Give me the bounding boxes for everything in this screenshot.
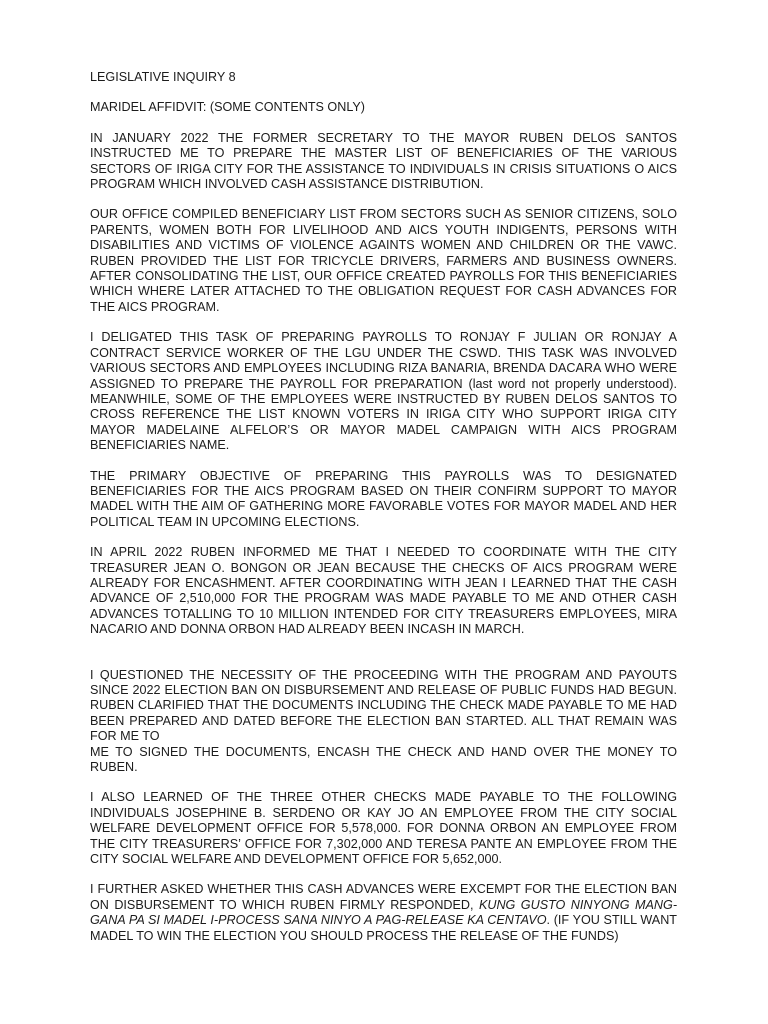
quoted-response: KUNG GUSTO NINYONG MANG-GANA PA SI MADEL I-PROCESS SANA NINYO A PAG-RELEASE KA CENTAVO (90, 897, 678, 928)
paragraph-1: IN JANUARY 2022 THE FORMER SECRETARY TO THE MAYOR RUBEN DELOS SANTOS INSTRUCTED ME TO PREPARE THE MASTER LIST OF BENEFICIARIES OF THE VARIOUS SECTORS OF IRIGA CITY FOR THE ASSISTANCE TO INDIVIDUALS IN CRISIS SITUATIONS O AICS PROGRAM WHICH INVOLVED CASH ASSISTANCE DISTRIBUTION. (90, 130, 677, 192)
document-heading: LEGISLATIVE INQUIRY 8 (90, 70, 236, 84)
paragraph-3: I DELIGATED THIS TASK OF PREPARING PAYROLLS TO RONJAY F JULIAN OR RONJAY A CONTRACT SERVICE WORKER OF THE LGU UNDER THE CSWD. THIS TASK WAS INVOLVED VARIOUS SECTORS AND EMPLOYEES INCLUDING RIZA BANARIA, BRENDA DACARA WHO WERE ASSIGNED TO PREPARE THE PAYROLL FOR PREPARATION (last word not properly understood). MEANWHILE, SOME OF THE EMPLOYEES WERE INSTRUCTED BY RUBEN DELOS SANTOS TO CROSS REFERENCE THE LIST KNOWN VOTERS IN IRIGA CITY WHO SUPPORT IRIGA CITY MAYOR MADELAINE ALFELOR’S OR MAYOR MADEL CAMPAIGN WITH AICS PROGRAM BENEFICIARIES NAME. (90, 330, 677, 453)
paragraph-7: I ALSO LEARNED OF THE THREE OTHER CHECKS MADE PAYABLE TO THE FOLLOWING INDIVIDUALS JOSEPHINE B. SERDENO OR KAY JO AN EMPLOYEE FROM THE CITY SOCIAL WELFARE DEVELOPMENT OFFICE FOR 5,578,000. FOR DONNA ORBON AN EMPLOYEE FROM THE CITY TREASURERS’ OFFICE FOR 7,302,000 AND TERESA PANTE AN EMPLOYEE FROM THE CITY SOCIAL WELFARE AND DEVELOPMENT OFFICE FOR 5,652,000. (90, 790, 677, 867)
translation-text: . (IF YOU STILL WANT MADEL TO WIN THE ELECTION YOU SHOULD PROCESS THE RELEASE OF THE FUNDS) (90, 913, 677, 943)
paragraph-8-text: I FURTHER ASKED WHETHER THIS CASH ADVANCES WERE EXCEMPT FOR THE ELECTION BAN ON DISBURSEMENT TO WHICH RUBEN FIRMLY RESPONDED, (90, 882, 677, 912)
document-subheading: MARIDEL AFFIDVIT: (SOME CONTENTS ONLY) (90, 100, 365, 115)
affidavit-document (90, 70, 677, 944)
paragraph-5: IN APRIL 2022 RUBEN INFORMED ME THAT I NEEDED TO COORDINATE WITH THE CITY TREASURER JEAN O. BONGON OR JEAN BECAUSE THE CHECKS OF AICS PROGRAM WERE ALREADY FOR ENCASHMENT. AFTER COORDINATING WITH JEAN I LEARNED THAT THE CASH ADVANCE OF 2,510,000 FOR THE PROGRAM WAS MADE PAYABLE TO ME AND OTHER CASH ADVANCES TOTALLING TO 10 MILLION INTENDED FOR CITY TREASURERS EMPLOYEES, MIRA NACARIO AND DONNA ORBON HAD ALREADY BEEN INCASH IN MARCH. (90, 545, 677, 637)
paragraph-4: THE PRIMARY OBJECTIVE OF PREPARING THIS PAYROLLS WAS TO DESIGNATED BENEFICIARIES FOR THE AICS PROGRAM BASED ON THEIR CONFIRM SUPPORT TO MAYOR MADEL WITH THE AIM OF GATHERING MORE FAVORABLE VOTES FOR MAYOR MADEL AND HER POLITICAL TEAM IN UPCOMING ELECTIONS. (90, 468, 677, 529)
paragraph-6: I QUESTIONED THE NECESSITY OF THE PROCEEDING WITH THE PROGRAM AND PAYOUTS SINCE 2022 ELECTION BAN ON DISBURSEMENT AND RELEASE OF PUBLIC FUNDS HAD BEGUN. RUBEN CLARIFIED THAT THE DOCUMENTS INCLUDING THE CHECK MADE PAYABLE TO ME HAD BEEN PREPARED AND DATED BEFORE THE ELECTION BAN STARTED. ALL THAT REMAIN WAS FOR ME TO (90, 667, 677, 744)
paragraph-2: OUR OFFICE COMPILED BENEFICIARY LIST FROM SECTORS SUCH AS SENIOR CITIZENS, SOLO PARENTS, WOMEN BOTH FOR LIVELIHOOD AND AICS YOUTH INDIGENTS, PERSONS WITH DISABILITIES AND VICTIMS OF VIOLENCE AGAINTS WOMEN AND CHILDREN OR THE VAWC. RUBEN PROVIDED THE LIST FOR TRICYCLE DRIVERS, FARMERS AND BUSINESS OWNERS. AFTER CONSOLIDATING THE LIST, OUR OFFICE CREATED PAYROLLS FOR THIS BENEFICIARIES WHICH WHERE LATER ATTACHED TO THE OBLIGATION REQUEST FOR CASH ADVANCES FOR THE AICS PROGRAM. (90, 207, 677, 314)
paragraph-8 (90, 882, 677, 944)
paragraph-6-continued: ME TO SIGNED THE DOCUMENTS, ENCASH THE CHECK AND HAND OVER THE MONEY TO RUBEN. (90, 744, 677, 775)
